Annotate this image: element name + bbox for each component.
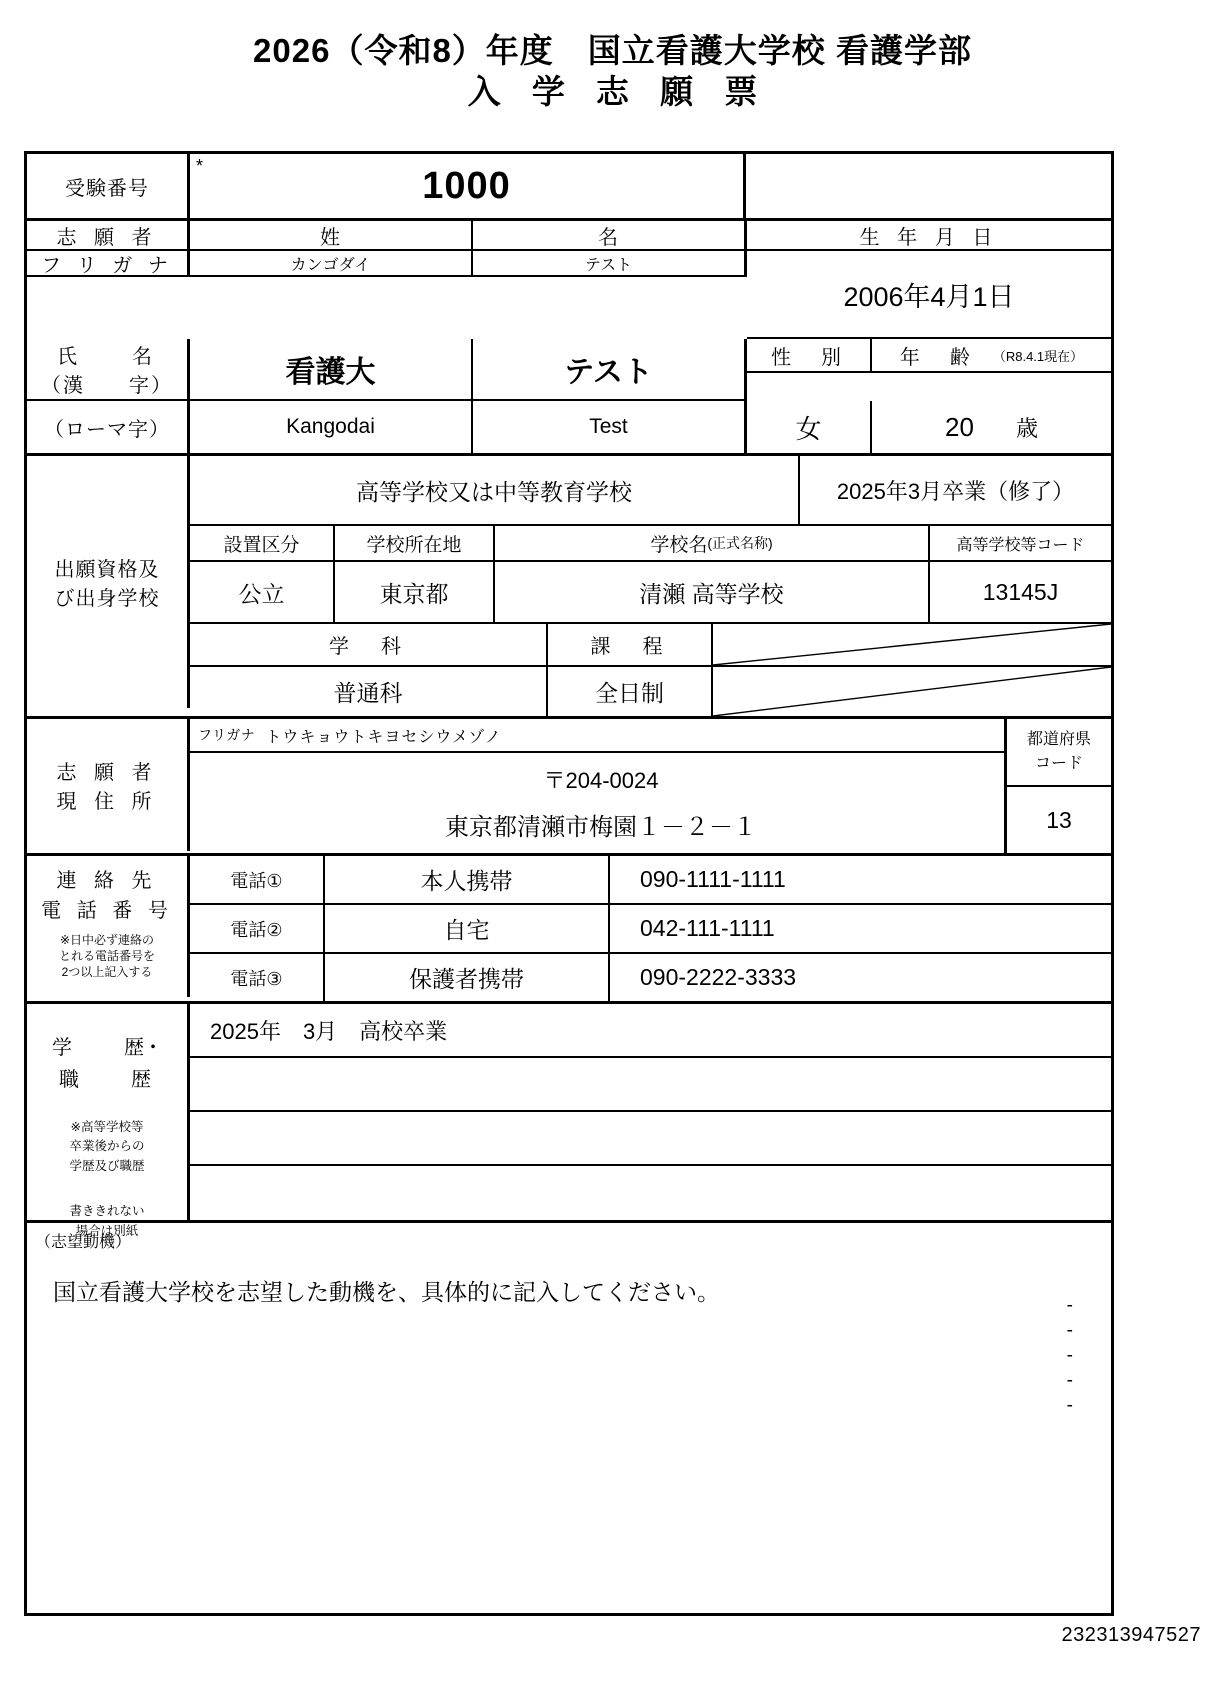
birthdate-value[interactable]: 2006年4月1日 xyxy=(747,251,1111,339)
school-block-label: 出願資格及 び出身学校 xyxy=(27,456,190,708)
applicant-row-label: 志 願 者 xyxy=(27,221,190,249)
contact-block xyxy=(27,856,1111,1004)
prefecture-code-label: 都道府県 コード xyxy=(1007,719,1111,787)
school-block xyxy=(27,456,1111,719)
school-columns-header-row xyxy=(190,526,1111,562)
school-name-header: 学校名 (正式名称) xyxy=(495,526,930,560)
exam-number-value: 1000 xyxy=(422,164,511,207)
tel-1-label: 電話① xyxy=(190,856,325,903)
exam-number-blank-area xyxy=(746,154,1111,218)
kanji-name-label: 氏 名 （漢 字） xyxy=(27,339,190,401)
address-furigana-value: トウキョウトキヨセシウメゾノ xyxy=(265,728,502,746)
prefecture-code-value[interactable]: 13 xyxy=(1046,806,1072,833)
diagonal-strike-icon-2 xyxy=(713,667,1111,716)
department-header: 学 科 xyxy=(190,624,548,665)
tel-2-type[interactable]: 自宅 xyxy=(325,905,610,952)
name-kanji-row xyxy=(27,339,1111,401)
history-note-2: 書ききれない 場合は別紙 xyxy=(69,1204,145,1238)
tel-1-type[interactable]: 本人携帯 xyxy=(325,856,610,903)
school-code-value[interactable]: 13145J xyxy=(982,578,1059,605)
department-values-row xyxy=(190,667,1111,716)
age-header: 年 齢 （R8.4.1現在） xyxy=(872,339,1111,373)
contact-note: ※日中必ず連絡の とれる電話番号を 2つ以上記入する xyxy=(58,933,155,980)
required-asterisk: * xyxy=(196,156,204,176)
title-line-2: 入 学 志 願 票 xyxy=(467,73,769,111)
dash-mark: - xyxy=(1066,1295,1073,1316)
document-code: 232313947527 xyxy=(1061,1624,1201,1646)
motivation-label: （志望動機） xyxy=(35,1234,132,1251)
table-row xyxy=(190,954,1111,1001)
sex-value[interactable]: 女 xyxy=(747,401,872,453)
course-header: 課 程 xyxy=(548,624,713,665)
surname-kana-value[interactable]: カンゴダイ xyxy=(190,251,473,277)
page-title xyxy=(0,0,1225,114)
postal-code: 〒204-0024 xyxy=(543,768,659,793)
exam-number-row xyxy=(27,154,1111,221)
tel-3-number[interactable]: 090-2222-3333 xyxy=(640,964,797,990)
address-label: 志 願 者 現 住 所 xyxy=(27,719,190,851)
history-row-1[interactable]: 2025年 3月 高校卒業 xyxy=(190,1004,1111,1058)
department-header-row xyxy=(190,624,1111,667)
tel-3-type[interactable]: 保護者携帯 xyxy=(325,954,610,1001)
contact-label: 連 絡 先 電 話 番 号 ※日中必ず連絡の とれる電話番号を 2つ以上記入する xyxy=(27,856,190,997)
graduation-value[interactable]: 2025年3月卒業（修了） xyxy=(836,478,1075,504)
address-block xyxy=(27,719,1111,856)
dash-mark: - xyxy=(1066,1395,1073,1416)
exam-number-label: 受験番号 xyxy=(27,154,190,218)
dash-mark: - xyxy=(1066,1345,1073,1366)
surname-header: 姓 xyxy=(190,221,473,249)
establish-header: 設置区分 xyxy=(190,526,335,560)
age-value[interactable]: 20 歳 xyxy=(945,411,1038,442)
furigana-label: フ リ ガ ナ xyxy=(27,251,190,277)
birthdate-header: 生 年 月 日 xyxy=(859,226,999,249)
history-rows xyxy=(190,1004,1111,1220)
title-line-1: 2026（令和8）年度 国立看護大学校 看護学部 xyxy=(253,32,972,69)
givenname-kana-value[interactable]: テスト xyxy=(473,251,747,277)
motivation-text: 国立看護大学校を志望した動機を、具体的に記入してください。 xyxy=(53,1279,720,1305)
course-value[interactable]: 全日制 xyxy=(548,667,713,716)
school-name-header-note: (正式名称) xyxy=(707,535,773,551)
dash-mark: - xyxy=(1066,1370,1073,1391)
school-type-header: 高等学校又は中等教育学校 xyxy=(190,456,800,524)
table-row xyxy=(190,905,1111,954)
tel-2-number[interactable]: 042-111-1111 xyxy=(640,915,775,941)
school-type-row xyxy=(190,456,1111,526)
prefecture-code-block xyxy=(1004,719,1111,853)
location-value[interactable]: 東京都 xyxy=(335,562,495,622)
diagonal-strike-icon xyxy=(713,624,1111,665)
establish-value[interactable]: 公立 xyxy=(190,562,335,622)
address-furigana-row[interactable] xyxy=(190,719,1004,753)
tel-2-label: 電話② xyxy=(190,905,325,952)
exam-number-field[interactable] xyxy=(190,154,746,218)
history-row-2[interactable] xyxy=(190,1058,1111,1112)
school-name-value[interactable]: 清瀬 高等学校 xyxy=(495,562,930,622)
dash-mark: - xyxy=(1066,1320,1073,1341)
department-value[interactable]: 普通科 xyxy=(190,667,548,716)
history-note-1: ※高等学校等 卒業後からの 学歴及び職歴 xyxy=(69,1120,145,1173)
sex-header: 性 別 xyxy=(747,339,872,373)
history-block xyxy=(27,1004,1111,1238)
givenname-header: 名 xyxy=(473,221,747,249)
table-row xyxy=(190,856,1111,905)
motivation-block[interactable] xyxy=(27,1223,1111,1613)
history-row-3[interactable] xyxy=(190,1112,1111,1166)
motivation-dash-marks xyxy=(1067,1293,1073,1418)
address-body xyxy=(190,719,1004,853)
address-furigana-label: フリガナ xyxy=(198,727,256,743)
school-blank-area-top xyxy=(713,624,1111,665)
roman-name-label: （ローマ字） xyxy=(27,401,190,453)
name-header-row xyxy=(27,221,1111,251)
name-kana-row xyxy=(27,251,1111,339)
age-note: （R8.4.1現在） xyxy=(992,348,1084,364)
school-block-body xyxy=(190,456,1111,716)
name-roman-row xyxy=(27,401,1111,456)
address-text: 東京都清瀬市梅園１－２－１ xyxy=(445,814,757,841)
history-label: 学 歴･ 職 歴 ※高等学校等 卒業後からの 学歴及び職歴 書ききれない 場合は別紙 xyxy=(27,1004,190,1220)
givenname-roman-value[interactable]: Test xyxy=(473,401,747,453)
tel-1-number[interactable]: 090-1111-1111 xyxy=(640,866,786,892)
school-code-header: 高等学校等コード xyxy=(956,536,1085,554)
givenname-kanji-value[interactable]: テスト xyxy=(473,339,747,401)
history-row-4[interactable] xyxy=(190,1166,1111,1220)
address-value-area[interactable] xyxy=(190,753,1004,853)
form-table xyxy=(24,151,1114,1616)
contact-rows xyxy=(190,856,1111,1001)
school-values-row xyxy=(190,562,1111,624)
tel-3-label: 電話③ xyxy=(190,954,325,1001)
location-header: 学校所在地 xyxy=(335,526,495,560)
surname-kanji-value[interactable]: 看護大 xyxy=(190,339,473,401)
surname-roman-value[interactable]: Kangodai xyxy=(190,401,473,453)
school-blank-area-bottom xyxy=(713,667,1111,716)
age-unit: 歳 xyxy=(1015,415,1038,441)
